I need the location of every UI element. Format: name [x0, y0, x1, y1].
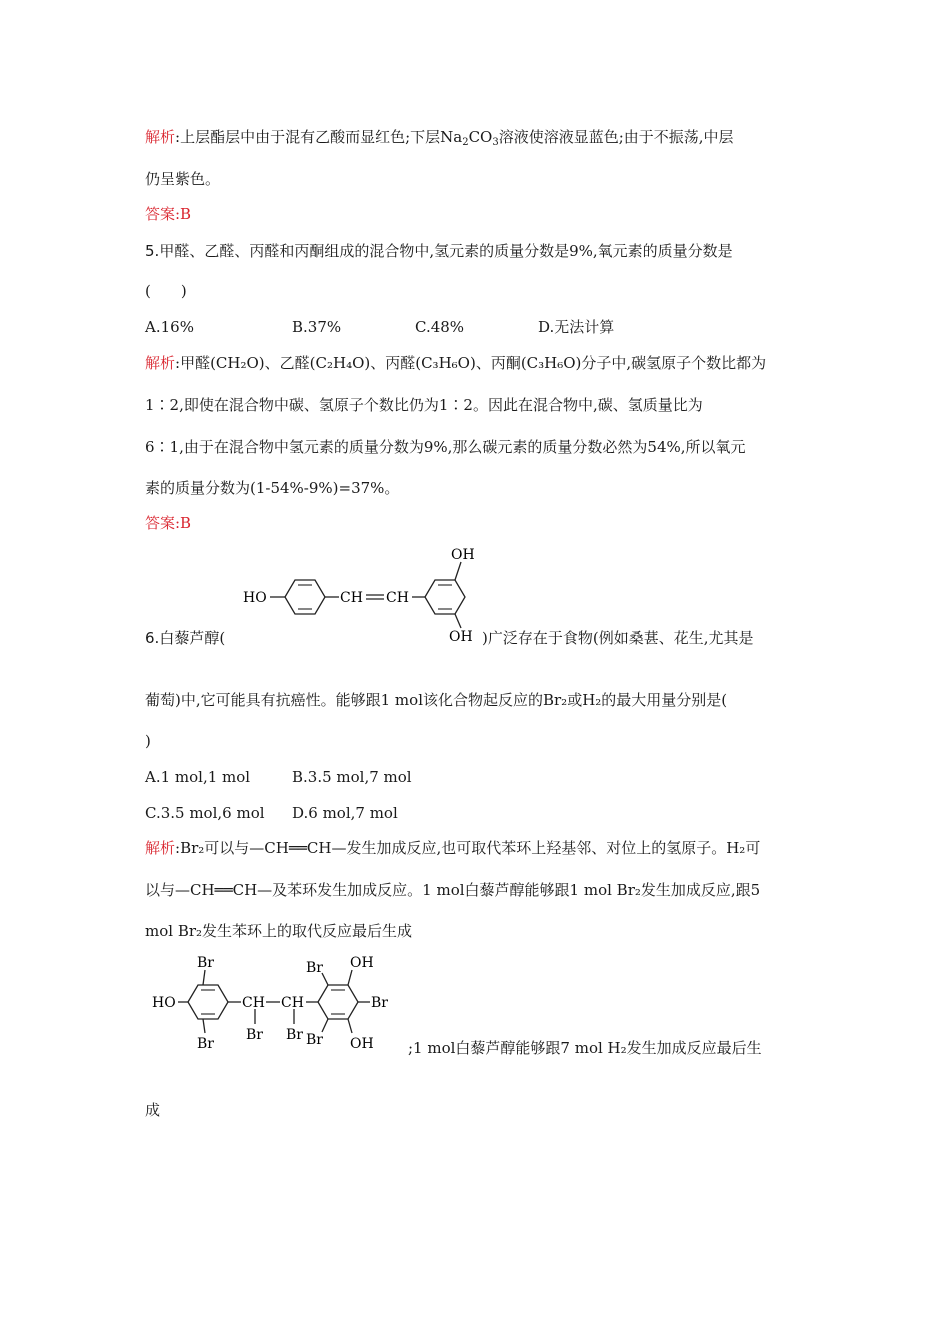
prod-br-g: Br [306, 1032, 323, 1048]
q5-stem-text: 甲醛、乙醛、丙醛和丙酮组成的混合物中,氢元素的质量分数是9%,氧元素的质量分数是 [159, 242, 733, 260]
q4-analysis-text-b: CO [468, 128, 493, 146]
prod-br-b: Br [197, 1036, 214, 1052]
q5-analysis-line-2: 1∶2,即使在混合物中碳、氢原子个数比仍为1∶2。因此在混合物中,碳、氢质量比为 [145, 396, 703, 414]
q5-paren: ( ) [145, 282, 187, 300]
q5-number: 5. [145, 242, 160, 260]
q5-stem [145, 241, 733, 261]
q6-number: 6. [145, 629, 160, 647]
q4-analysis-text-a: :上层酯层中由于混有乙酸而显红色;下层Na [175, 128, 463, 146]
q5-option-c: C.48% [415, 318, 465, 336]
resv-ch-2: CH [386, 590, 409, 606]
q6-analysis-line-2: 以与—CH══CH—及苯环发生加成反应。1 mol白藜芦醇能够跟1 mol Br₂发生加成反应,跟5 [145, 881, 761, 899]
q4-analysis-text-c: 溶液使溶液显蓝色;由于不振荡,中层 [498, 128, 734, 146]
prod-ho-left: HO [152, 995, 176, 1011]
q6-analysis-line-1 [145, 838, 760, 858]
q5-analysis-text-1: :甲醛(CH₂O)、乙醛(C₂H₄O)、丙醛(C₃H₆O)、丙酮(C₃H₆O)分子中,碳氢原子个数比都为 [175, 354, 767, 372]
q5-option-d: D.无法计算 [538, 318, 615, 336]
prod-br-c: Br [246, 1027, 263, 1043]
q5-analysis-line-1 [145, 353, 766, 373]
q5-analysis-line-4: 素的质量分数为(1-54%-9%)=37%。 [145, 479, 400, 497]
q6-stem-b: )广泛存在于食物(例如桑葚、花生,尤其是 [482, 629, 754, 647]
resv-ho-left: HO [243, 590, 267, 606]
q4-analysis-line-2: 仍呈紫色。 [145, 170, 221, 188]
prod-br-f: Br [371, 995, 388, 1011]
prod-br-a: Br [197, 955, 214, 971]
bromination-product-structure [148, 950, 408, 1058]
resveratrol-structure [235, 540, 495, 648]
q4-answer: 答案:B [145, 205, 192, 223]
q5-option-b: B.37% [292, 318, 342, 336]
q6-stem-line-1 [145, 628, 225, 648]
resv-ch-1: CH [340, 590, 363, 606]
q6-option-d: D.6 mol,7 mol [292, 804, 398, 822]
q5-answer: 答案:B [145, 514, 192, 532]
prod-oh-bottom: OH [350, 1036, 374, 1052]
prod-br-e: Br [306, 960, 323, 976]
analysis-label: 解析 [145, 839, 176, 857]
q6-analysis-line-3: mol Br₂发生苯环上的取代反应最后生成 [145, 922, 413, 940]
q5-analysis-line-3: 6∶1,由于在混合物中氢元素的质量分数为9%,那么碳元素的质量分数必然为54%,所以氧元 [145, 438, 746, 456]
q4-sub-1: 2 [462, 137, 469, 148]
q6-analysis-line-4: ;1 mol白藜芦醇能够跟7 mol H₂发生加成反应最后生 [408, 1039, 762, 1057]
q4-sub-2: 3 [492, 137, 499, 148]
analysis-label: 解析 [145, 128, 176, 146]
q6-option-b: B.3.5 mol,7 mol [292, 768, 412, 786]
resv-oh-bottom: OH [449, 629, 473, 645]
q6-option-a: A.1 mol,1 mol [145, 768, 251, 786]
analysis-label: 解析 [145, 354, 176, 372]
prod-oh-top: OH [350, 955, 374, 971]
q6-analysis-text-1: :Br₂可以与—CH══CH—发生加成反应,也可取代苯环上羟基邻、对位上的氢原子。H₂可 [175, 839, 761, 857]
q6-stem-line-3: ) [145, 732, 151, 750]
prod-br-d: Br [286, 1027, 303, 1043]
q6-option-c: C.3.5 mol,6 mol [145, 804, 265, 822]
q4-analysis-line-1 [145, 127, 734, 147]
prod-ch-2: CH [281, 995, 304, 1011]
q6-stem-a: 白藜芦醇( [159, 629, 226, 647]
prod-ch-1: CH [242, 995, 265, 1011]
q6-stem-line-2: 葡萄)中,它可能具有抗癌性。能够跟1 mol该化合物起反应的Br₂或H₂的最大用量分别是( [145, 691, 728, 709]
resv-oh-top: OH [451, 547, 475, 563]
q5-option-a: A.16% [145, 318, 194, 336]
q6-analysis-line-5: 成 [145, 1101, 161, 1119]
